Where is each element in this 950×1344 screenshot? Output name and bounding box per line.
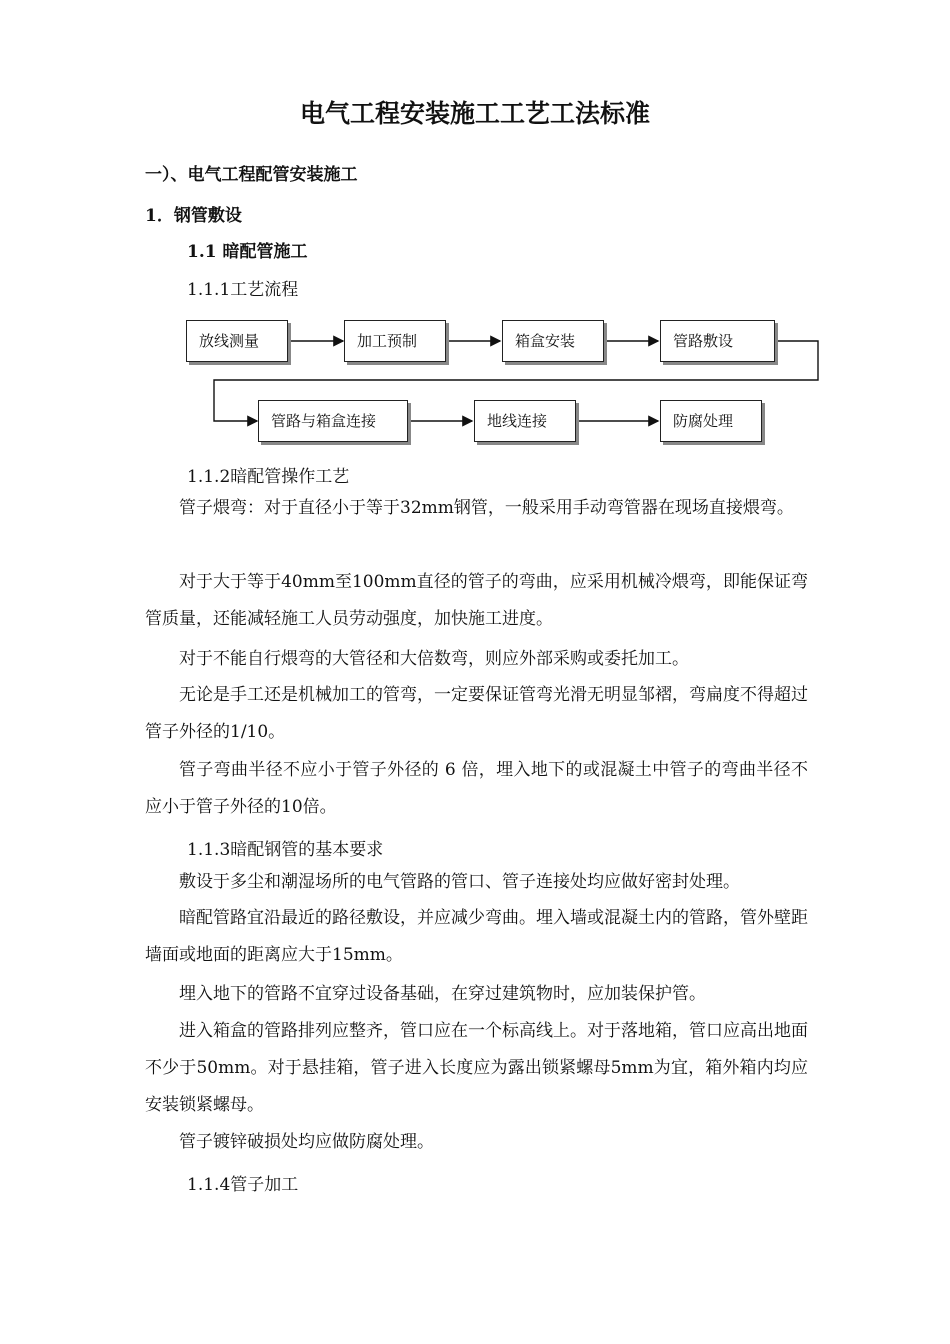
paragraph: 埋入地下的管路不宜穿过设备基础，在穿过建筑物时，应加装保护管。	[179, 984, 706, 1004]
flow-step-4: 管路敷设	[660, 320, 775, 362]
paragraph: 无论是手工还是机械加工的管弯，一定要保证管弯光滑无明显邹褶，弯扁度不得超过管子外径的1/10。	[145, 685, 808, 742]
flow-step-2: 加工预制	[344, 320, 446, 362]
flow-step-1: 放线测量	[186, 320, 288, 362]
paragraph: 进入箱盒的管路排列应整齐，管口应在一个标高线上。对于落地箱，管口应高出地面不少于50mm。对于悬挂箱，管子进入长度应为露出锁紧螺母5mm为宜，箱外箱内均应安装锁紧螺母。	[145, 1021, 808, 1115]
section-heading-1: 一）、电气工程配管安装施工	[145, 165, 358, 185]
page-title: 电气工程安装施工工艺工法标准	[299, 99, 650, 128]
paragraph: 对于不能自行煨弯的大管径和大倍数弯，则应外部采购或委托加工。	[179, 649, 689, 669]
subheading-basic-requirements: 1.1.3暗配钢管的基本要求	[187, 840, 384, 860]
subheading-process-flow: 1.1.1工艺流程	[187, 280, 299, 300]
paragraph: 对于大于等于40mm至100mm直径的管子的弯曲，应采用机械冷煨弯，即能保证弯管质量，还能减轻施工人员劳动强度，加快施工进度。	[145, 572, 808, 629]
section-heading-1-1-1: 1.1 暗配管施工	[187, 242, 308, 262]
paragraph: 管子煨弯：对于直径小于等于32mm钢管，一般采用手动弯管器在现场直接煨弯。	[179, 498, 794, 518]
flow-step-3: 箱盒安装	[502, 320, 604, 362]
paragraph: 敷设于多尘和潮湿场所的电气管路的管口、管子连接处均应做好密封处理。	[179, 872, 740, 892]
subheading-pipe-processing: 1.1.4管子加工	[187, 1175, 299, 1195]
flowchart-connectors	[0, 0, 950, 460]
paragraph: 管子镀锌破损处均应做防腐处理。	[179, 1132, 434, 1152]
subheading-operation: 1.1.2暗配管操作工艺	[187, 467, 350, 487]
paragraph: 管子弯曲半径不应小于管子外径的 6 倍，埋入地下的或混凝土中管子的弯曲半径不应小于管子外径的10倍。	[145, 760, 808, 817]
flow-step-6: 地线连接	[474, 400, 576, 442]
flow-step-7: 防腐处理	[660, 400, 762, 442]
flow-step-5: 管路与箱盒连接	[258, 400, 408, 442]
paragraph: 暗配管路宜沿最近的路径敷设，并应减少弯曲。埋入墙或混凝土内的管路，管外壁距墙面或地面的距离应大于15mm。	[145, 908, 808, 965]
section-heading-1-1: 1．钢管敷设	[145, 206, 242, 226]
